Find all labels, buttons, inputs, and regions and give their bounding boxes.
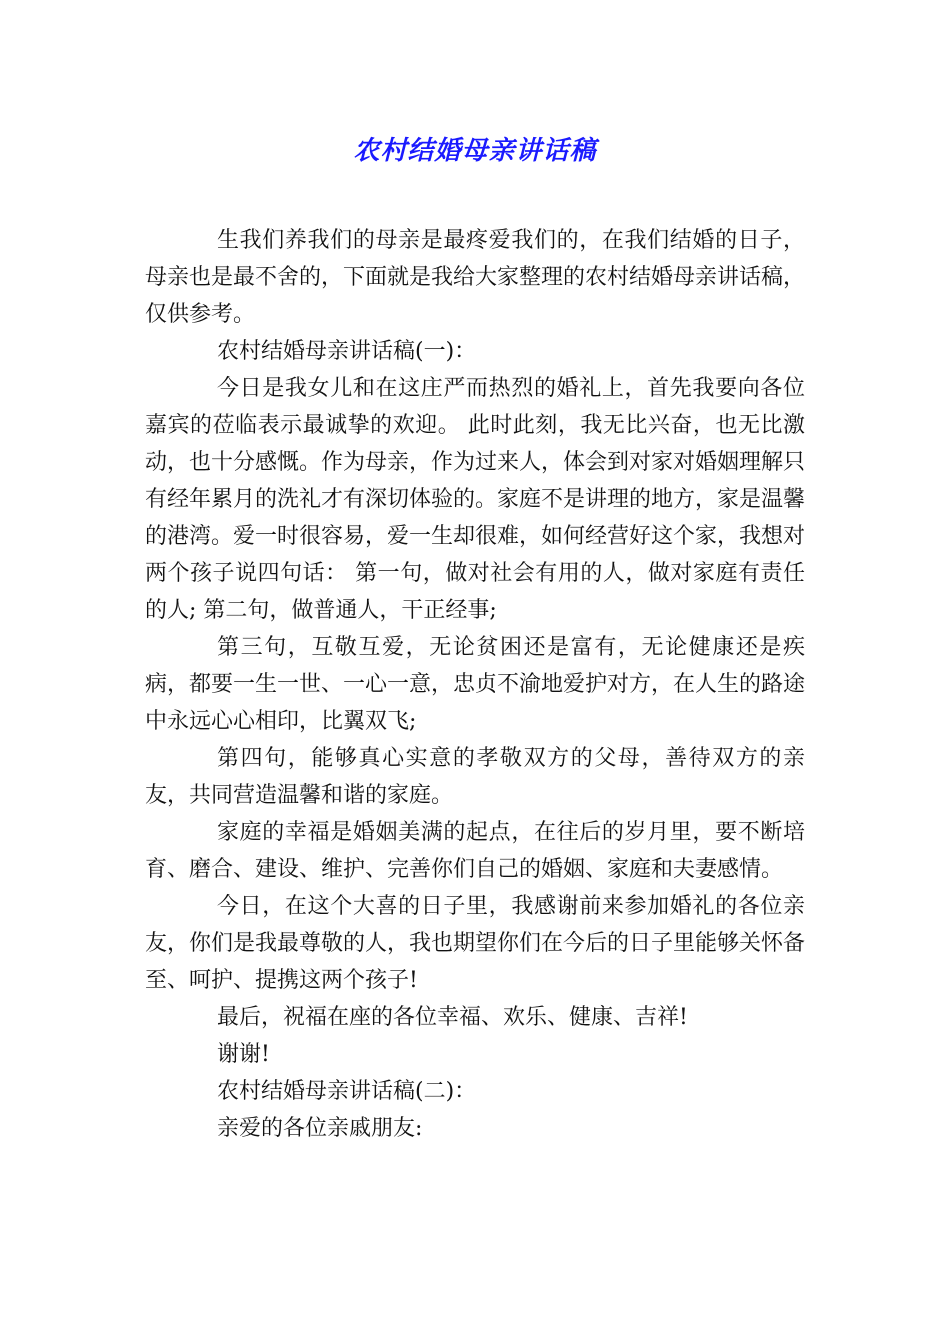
body-paragraph: 今日，在这个大喜的日子里，我感谢前来参加婚礼的各位亲友，你们是我最尊敬的人，我也期望你们在今后的日子里能够关怀备至、呵护、提携这两个孩子! (145, 894, 806, 993)
section-heading-2: 农村结婚母亲讲话稿(二)： (217, 1079, 477, 1104)
intro-paragraph: 生我们养我们的母亲是最疼爱我们的，在我们结婚的日子，母亲也是最不舍的，下面就是我给大家整理的农村结婚母亲讲话稿，仅供参考。 (145, 228, 806, 327)
salutation-paragraph: 亲爱的各位亲戚朋友: (217, 1116, 423, 1141)
document-title: 农村结婚母亲讲话稿 (353, 136, 597, 166)
body-paragraph: 今日是我女儿和在这庄严而热烈的婚礼上，首先我要向各位嘉宾的莅临表示最诚挚的欢迎。 此时此刻，我无比兴奋，也无比激动，也十分感慨。作为母亲，作为过来人，体会到对家对婚姻理解只有经年累月的洗礼才有深切体验的。家庭不是讲理的地方，家是温馨的港湾。爱一时很容易，爱一生却很难，如何经营好这个家，我想对两个孩子说四句话： 第一句，做对社会有用的人，做对家庭有责任的人; 第二句，做普通人，干正经事; (145, 376, 806, 623)
document-body (145, 222, 805, 1147)
body-paragraph: 谢谢! (217, 1042, 270, 1067)
body-paragraph: 家庭的幸福是婚姻美满的起点，在往后的岁月里，要不断培育、磨合、建设、维护、完善你们自己的婚姻、家庭和夫妻感情。 (145, 820, 805, 882)
body-paragraph: 最后，祝福在座的各位幸福、欢乐、健康、吉祥! (217, 1005, 688, 1030)
body-paragraph: 第三句，互敬互爱，无论贫困还是富有，无论健康还是疾病，都要一生一世、一心一意，忠贞不渝地爱护对方，在人生的路途中永远心心相印，比翼双飞; (145, 635, 806, 734)
section-heading-1: 农村结婚母亲讲话稿(一)： (217, 339, 477, 364)
body-paragraph: 第四句，能够真心实意的孝敬双方的父母，善待双方的亲友，共同营造温馨和谐的家庭。 (145, 746, 805, 808)
